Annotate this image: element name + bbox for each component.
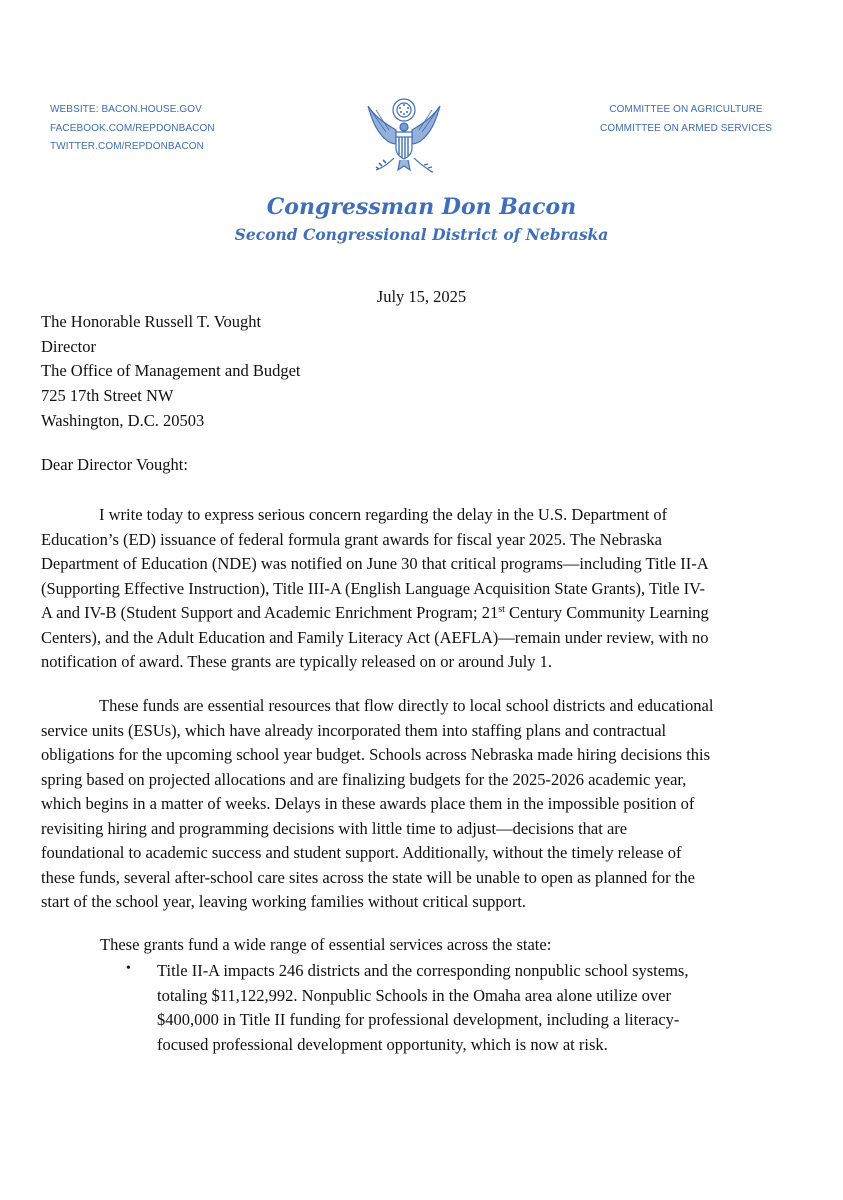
text-line: start of the school year, leaving working families without critical support. bbox=[41, 892, 527, 911]
text-line: $400,000 in Title II funding for professional development, including a literacy- bbox=[157, 1010, 680, 1029]
text-line: These funds are essential resources that flow directly to local school districts and educational bbox=[99, 696, 714, 715]
text-line: service units (ESUs), which have already incorporated them into staffing plans and contractual bbox=[41, 720, 667, 740]
text-segment: Century Community Learning bbox=[504, 603, 709, 622]
recipient-line: The Honorable Russell T. Vought bbox=[41, 312, 262, 331]
text-line: Department of Education (NDE) was notified on June 30 that critical programs—including Title II-A bbox=[41, 554, 709, 573]
recipient-line: The Office of Management and Budget bbox=[41, 361, 301, 381]
text-segment: A and IV-B (Student Support and Academic Enrichment Program; bbox=[41, 603, 482, 622]
text-line: Centers), and the Adult Education and Family Literacy Act (AEFLA)—remain under review, with no bbox=[41, 627, 709, 647]
text-line: revisiting hiring and programming decisions with little time to adjust—decisions that are bbox=[41, 818, 628, 838]
text-line: spring based on projected allocations and are finalizing budgets for the 2025-2026 academic year, bbox=[41, 769, 687, 789]
list-item bbox=[157, 959, 688, 1057]
bullet-icon: • bbox=[126, 961, 131, 976]
text-line: which begins in a matter of weeks. Delays in these awards place them in the impossible position of bbox=[41, 794, 695, 813]
website-link[interactable]: WEBSITE: BACON.HOUSE.GOV bbox=[50, 104, 202, 115]
salutation: Dear Director Vought: bbox=[41, 455, 188, 474]
recipient-line: Washington, D.C. 20503 bbox=[41, 410, 205, 430]
list-intro: These grants fund a wide range of essential services across the state: bbox=[100, 935, 552, 954]
recipient-line: 725 17th Street NW bbox=[41, 386, 174, 406]
text-line: (Supporting Effective Instruction), Title III-A (English Language Acquisition State Grants), Title IV- bbox=[41, 578, 706, 598]
paragraph-1 bbox=[41, 503, 801, 675]
text-segment: 21 bbox=[481, 603, 499, 622]
paragraph-2 bbox=[41, 694, 801, 915]
text-line: these funds, several after-school care sites across the state will be unable to open as planned for the bbox=[41, 867, 695, 887]
committee-agriculture: COMMITTEE ON AGRICULTURE bbox=[609, 104, 763, 115]
text-line: Title II-A impacts 246 districts and the corresponding nonpublic school systems, bbox=[157, 961, 689, 980]
text-line: I write today to express serious concern regarding the delay in the U.S. Department of bbox=[99, 505, 668, 524]
text-line bbox=[41, 601, 801, 626]
contact-links bbox=[50, 101, 215, 157]
eagle-seal-icon bbox=[364, 94, 444, 184]
district-name: Second Congressional District of Nebraska bbox=[234, 225, 609, 244]
congressman-name: Congressman Don Bacon bbox=[266, 194, 577, 220]
letter-date: July 15, 2025 bbox=[376, 287, 467, 306]
recipient-address bbox=[41, 310, 300, 434]
committee-list bbox=[596, 101, 776, 138]
committee-armed-services: COMMITTEE ON ARMED SERVICES bbox=[600, 122, 772, 134]
text-line: obligations for the upcoming school year budget. Schools across Nebraska made hiring decisions this bbox=[41, 745, 711, 764]
recipient-line: Director bbox=[41, 336, 96, 356]
twitter-link[interactable]: TWITTER.COM/REPDONBACON bbox=[50, 141, 204, 152]
text-line: notification of award. These grants are typically released on or around July 1. bbox=[41, 652, 553, 671]
superscript: st bbox=[498, 604, 505, 615]
text-line: focused professional development opportunity, which is now at risk. bbox=[157, 1034, 608, 1054]
text-line: Education’s (ED) issuance of federal formula grant awards for fiscal year 2025. The Nebraska bbox=[41, 529, 662, 549]
text-line: totaling $11,122,992. Nonpublic Schools in the Omaha area alone utilize over bbox=[157, 985, 671, 1005]
facebook-link[interactable]: FACEBOOK.COM/REPDONBACON bbox=[50, 122, 215, 134]
text-line: foundational to academic success and student support. Additionally, without the timely release of bbox=[41, 843, 682, 862]
